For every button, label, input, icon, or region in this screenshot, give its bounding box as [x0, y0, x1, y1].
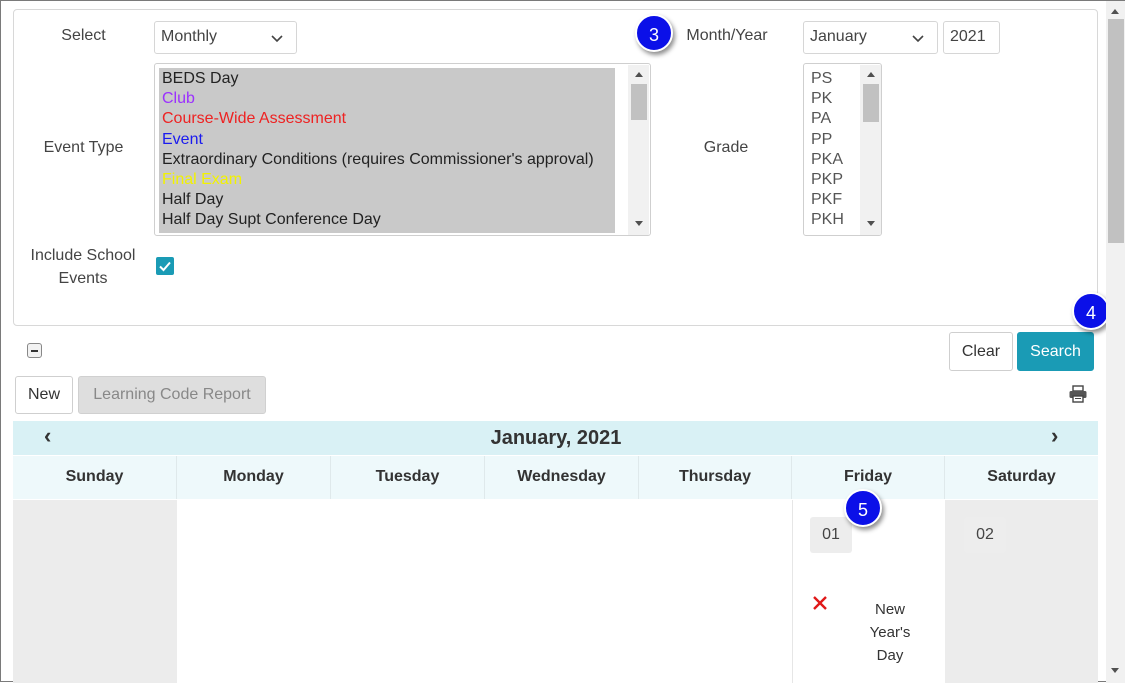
day-header-thursday: Thursday	[639, 456, 792, 499]
collapse-button[interactable]	[27, 343, 42, 358]
learning-code-report-button[interactable]: Learning Code Report	[78, 376, 266, 414]
grade-option[interactable]: PA	[811, 110, 832, 128]
calendar-cell-saturday[interactable]	[945, 500, 1098, 683]
include-school-events-checkbox[interactable]	[156, 257, 174, 275]
step-badge-5: 5	[844, 489, 882, 527]
day-header-saturday: Saturday	[945, 456, 1098, 499]
day-header-wednesday: Wednesday	[485, 456, 639, 499]
chevron-down-icon	[911, 31, 925, 45]
grade-option[interactable]: PK	[811, 90, 833, 108]
grade-option[interactable]: PKP	[811, 171, 844, 189]
event-type-option[interactable]: Event	[162, 130, 203, 148]
minus-icon	[31, 350, 38, 352]
month-select-value: January	[810, 28, 867, 45]
event-type-options	[162, 69, 594, 231]
event-type-option[interactable]: Club	[162, 90, 195, 108]
event-line-2: Year's	[869, 624, 911, 641]
year-input-value: 2021	[950, 28, 986, 45]
page-scroll-thumb[interactable]	[1108, 19, 1124, 243]
step-badge-3: 3	[635, 14, 673, 52]
view-select[interactable]	[154, 21, 297, 54]
month-select[interactable]	[803, 21, 938, 54]
day-header-sunday: Sunday	[13, 456, 177, 499]
event-new-years-day[interactable]	[855, 598, 925, 667]
arrow-up-icon[interactable]	[1111, 9, 1119, 14]
grade-scroll-thumb[interactable]	[863, 84, 879, 122]
grade-option[interactable]: PKF	[811, 191, 843, 209]
day-header-tuesday: Tuesday	[331, 456, 485, 499]
calendar-cell-empty	[13, 500, 177, 683]
arrow-down-icon[interactable]	[1111, 668, 1119, 673]
grade-option[interactable]: PP	[811, 130, 833, 148]
event-type-option[interactable]: Half Day	[162, 191, 224, 209]
event-type-listbox[interactable]	[154, 63, 651, 236]
year-input[interactable]	[943, 21, 1000, 54]
new-button[interactable]: New	[15, 376, 73, 414]
event-type-option[interactable]: Final Exam	[162, 171, 243, 189]
grade-option[interactable]: PKH	[811, 211, 844, 229]
grade-label: Grade	[703, 139, 749, 156]
day-header-friday: Friday	[792, 456, 945, 499]
arrow-down-icon[interactable]	[635, 221, 643, 226]
day-header-monday: Monday	[177, 456, 331, 499]
include-school-events-label-line2: Events	[58, 270, 108, 287]
arrow-down-icon[interactable]	[867, 221, 875, 226]
prev-month-button[interactable]: ‹	[44, 423, 52, 448]
close-x-icon[interactable]	[812, 595, 828, 611]
event-type-option[interactable]: Extraordinary Conditions (requires Commissioner's approval)	[162, 150, 594, 168]
view-select-value: Monthly	[161, 28, 218, 45]
day-number[interactable]: 02	[964, 517, 1006, 553]
day-number[interactable]: 01	[810, 517, 852, 553]
select-label: Select	[61, 27, 106, 44]
event-type-option[interactable]: Half Day Supt Conference Day	[162, 211, 381, 229]
checkmark-icon	[156, 257, 174, 275]
grade-options	[811, 69, 844, 231]
grade-option[interactable]: PKA	[811, 150, 844, 168]
event-type-option[interactable]: BEDS Day	[162, 70, 239, 87]
arrow-up-icon[interactable]	[867, 72, 875, 77]
calendar-title: January, 2021	[490, 427, 622, 449]
calendar-cell-empty-span	[177, 500, 792, 683]
include-school-events-label-line1: Include School	[30, 247, 136, 264]
month-year-label: Month/Year	[686, 27, 768, 44]
event-line-3: Day	[876, 647, 904, 664]
chevron-down-icon	[270, 31, 284, 45]
include-school-events-label	[23, 244, 143, 290]
event-line-1: New	[874, 601, 905, 618]
event-type-option[interactable]: Course-Wide Assessment	[162, 110, 347, 128]
next-month-button[interactable]: ›	[1051, 423, 1059, 448]
grade-option[interactable]: PS	[811, 70, 833, 87]
calendar-cell-friday[interactable]	[792, 500, 945, 683]
event-type-label: Event Type	[43, 139, 124, 156]
search-button[interactable]: Search	[1017, 332, 1094, 371]
grade-listbox[interactable]	[803, 63, 882, 236]
clear-button[interactable]: Clear	[949, 332, 1013, 371]
printer-icon[interactable]	[1068, 385, 1088, 403]
event-type-scroll-thumb[interactable]	[631, 84, 647, 120]
step-badge-4: 4	[1072, 292, 1110, 330]
arrow-up-icon[interactable]	[635, 72, 643, 77]
